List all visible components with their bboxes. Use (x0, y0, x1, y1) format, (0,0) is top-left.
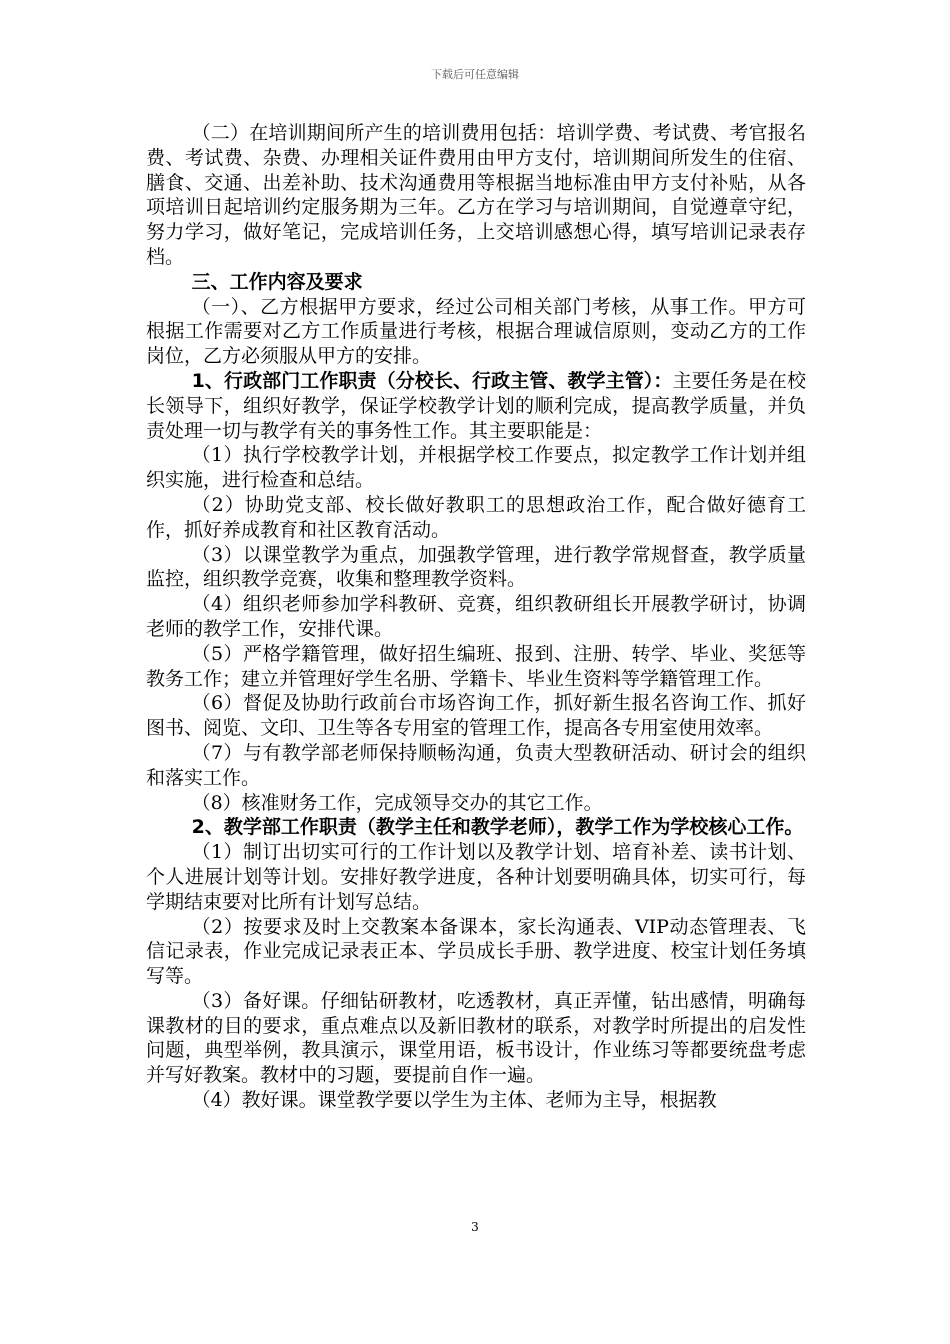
list-item: （3）备好课。仔细钻研教材，吃透教材，真正弄懂，钻出感情，明确每课教材的目的要求，重点难点以及新旧教材的联系，对教学时所提出的启发性问题，典型举例，教具演示，课堂用语，板书设计，作业练习等都要统盘考虑并写好教案。教材中的习题，要提前自作一遍。 (146, 989, 806, 1087)
document-body (146, 121, 806, 1113)
page-number: 3 (471, 1220, 479, 1234)
list-item: （2）协助党支部、校长做好教职工的思想政治工作，配合做好德育工作，抓好养成教育和社区教育活动。 (146, 493, 806, 541)
list-item: （6）督促及协助行政前台市场咨询工作，抓好新生报名咨询工作、抓好图书、阅览、文印、卫生等各专用室的管理工作，提高各专用室使用效率。 (146, 692, 806, 740)
list-item: （2）按要求及时上交教案本备课本，家长沟通表、VIP动态管理表、飞信记录表，作业完成记录表正本、学员成长手册、教学进度、校宝计划任务填写等。 (146, 915, 806, 988)
list-item: （8）核准财务工作，完成领导交办的其它工作。 (191, 791, 603, 814)
page-header: 下载后可任意编辑 (431, 68, 519, 81)
section-heading-work-content: 三、工作内容及要求 (191, 270, 363, 293)
list-item: （1）执行学校教学计划，并根据学校工作要点，拟定教学工作计划并组织实施，进行检查和总结。 (146, 444, 806, 492)
list-item: （1）制订出切实可行的工作计划以及教学计划、培育补差、读书计划、个人进展计划等计划。安排好教学进度，各种计划要明确具体，切实可行，每学期结束要对比所有计划写总结。 (146, 841, 806, 913)
list-item: （4）教好课。课堂教学要以学生为主体、老师为主导，根据教 (191, 1089, 717, 1112)
list-item: （7）与有教学部老师保持顺畅沟通，负责大型教研活动、研讨会的组织和落实工作。 (146, 741, 806, 789)
admin-duties-text: 主要任务是在校长领导下，组织好教学，保证学校教学计划的顺利完成，提高教学质量，并负责处理一切与教学有关的事务性工作。其主要职能是： (146, 369, 806, 442)
admin-duties-title: 1、行政部门工作职责（分校长、行政主管、教学主管）： (191, 369, 673, 392)
section-heading-teaching-duties: 2、教学部工作职责（教学主任和教学老师），教学工作为学校核心工作。 (191, 816, 804, 839)
list-item: （4）组织老师参加学科教研、竞赛，组织教研组长开展教学研讨，协调老师的教学工作，安排代课。 (146, 593, 806, 640)
paragraph-admin-duties (146, 369, 806, 443)
paragraph-training-fees: （二）在培训期间所产生的培训费用包括：培训学费、考试费、考官报名费、考试费、杂费、办理相关证件费用由甲方支付，培训期间所发生的住宿、膳食、交通、出差补助、技术沟通费用等根据当地标准由甲方支付补贴，从各项培训日起培训约定服务期为三年。乙方在学习与培训期间，自觉遵章守纪，努力学习，做好笔记，完成培训任务，上交培训感想心得，填写培训记录表存档。 (146, 122, 806, 268)
list-item: （5）严格学籍管理，做好招生编班、报到、注册、转学、毕业、奖惩等教务工作；建立并管理好学生名册、学籍卡、毕业生资料等学籍管理工作。 (146, 642, 806, 690)
paragraph-work-assignment: （一）、乙方根据甲方要求，经过公司相关部门考核，从事工作。甲方可根据工作需要对乙方工作质量进行考核，根据合理诚信原则，变动乙方的工作岗位，乙方必须服从甲方的安排。 (146, 295, 806, 368)
list-item: （3）以课堂教学为重点，加强教学管理，进行教学常规督查，教学质量监控，组织教学竞赛，收集和整理教学资料。 (146, 543, 806, 591)
